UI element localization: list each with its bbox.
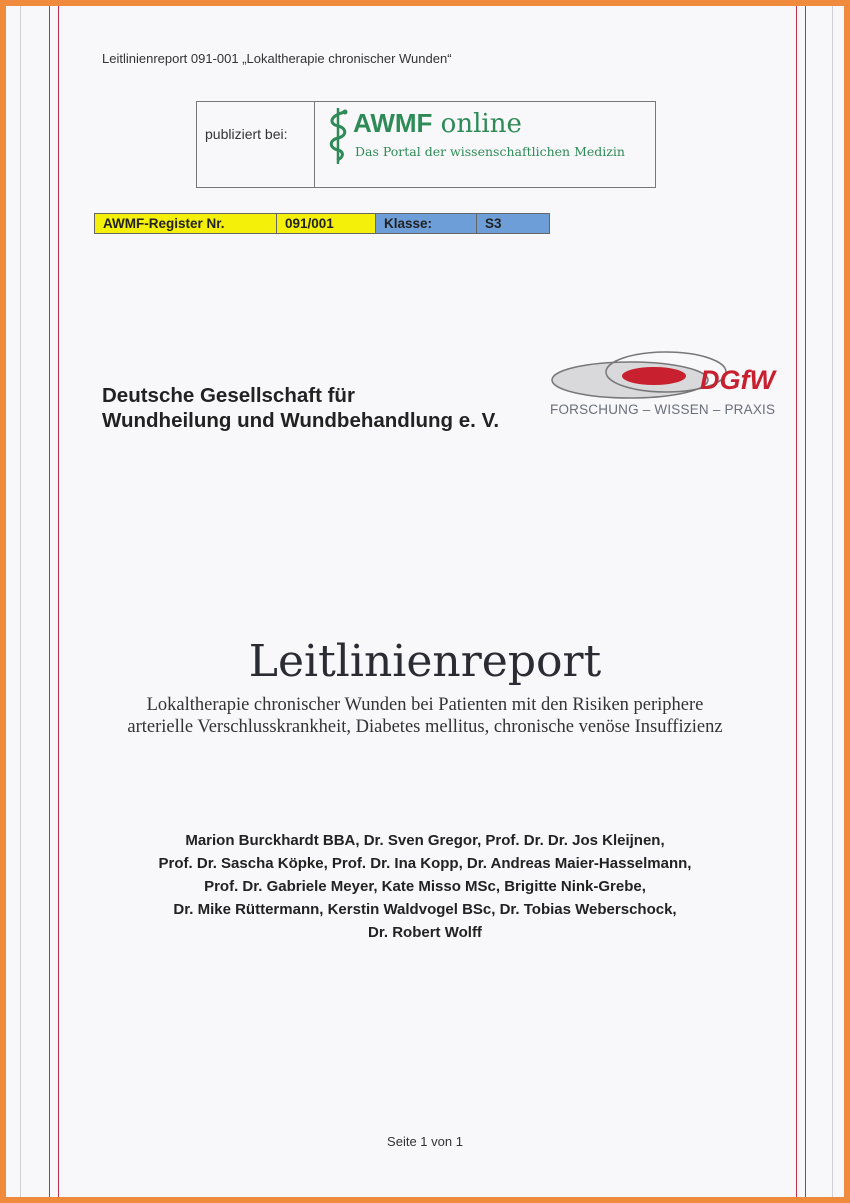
asclepius-staff-icon xyxy=(325,104,351,166)
organization-line-1: Deutsche Gesellschaft für xyxy=(102,384,355,407)
dgfw-wordmark: DGfW xyxy=(700,365,775,395)
author-line: Dr. Mike Rüttermann, Kerstin Waldvogel BSc, Dr. Tobias Weberschock, xyxy=(173,901,677,918)
publisher-box xyxy=(196,101,656,188)
document-title: Leitlinienreport xyxy=(248,636,602,687)
class-value: S3 xyxy=(477,214,549,233)
margin-line-right-inner xyxy=(796,6,797,1197)
dgfw-ellipse-red xyxy=(622,367,686,385)
awmf-subtitle: Das Portal der wissenschaftlichen Medizin xyxy=(355,144,625,159)
register-number: 091/001 xyxy=(277,214,376,233)
awmf-title xyxy=(353,108,522,139)
margin-line-left-inner xyxy=(58,6,59,1197)
document-page xyxy=(6,6,844,1197)
awmf-logo xyxy=(315,102,655,187)
margin-line-left xyxy=(49,6,50,1197)
document-subtitle xyxy=(6,694,844,738)
margin-line-right-outer xyxy=(832,6,833,1197)
margin-line-right xyxy=(805,6,806,1197)
running-header: Leitlinienreport 091-001 „Lokaltherapie chronischer Wunden“ xyxy=(102,51,452,66)
author-line: Prof. Dr. Gabriele Meyer, Kate Misso MSc, Brigitte Nink-Grebe, xyxy=(204,878,646,895)
class-label: Klasse: xyxy=(376,214,477,233)
register-label: AWMF-Register Nr. xyxy=(95,214,277,233)
page-number: Seite 1 von 1 xyxy=(387,1134,463,1149)
organization-name xyxy=(102,383,499,433)
margin-line-left-outer xyxy=(20,6,21,1197)
subtitle-line-2: arterielle Verschlusskrankheit, Diabetes mellitus, chronische venöse Insuffizienz xyxy=(127,717,723,737)
author-line: Marion Burckhardt BBA, Dr. Sven Gregor, Prof. Dr. Dr. Jos Kleijnen, xyxy=(185,832,665,849)
subtitle-line-1: Lokaltherapie chronischer Wunden bei Patienten mit den Risiken periphere xyxy=(146,695,704,715)
author-line: Prof. Dr. Sascha Köpke, Prof. Dr. Ina Kopp, Dr. Andreas Maier-Hasselmann, xyxy=(158,855,692,872)
publisher-label: publiziert bei: xyxy=(197,102,315,187)
awmf-title-bold: AWMF xyxy=(353,108,433,138)
author-list xyxy=(6,829,844,944)
awmf-title-rest: online xyxy=(432,109,522,139)
register-table xyxy=(94,213,550,234)
organization-line-2: Wundheilung und Wundbehandlung e. V. xyxy=(102,409,500,432)
author-line: Dr. Robert Wolff xyxy=(368,924,482,941)
dgfw-tagline: FORSCHUNG – WISSEN – PRAXIS xyxy=(550,402,776,417)
